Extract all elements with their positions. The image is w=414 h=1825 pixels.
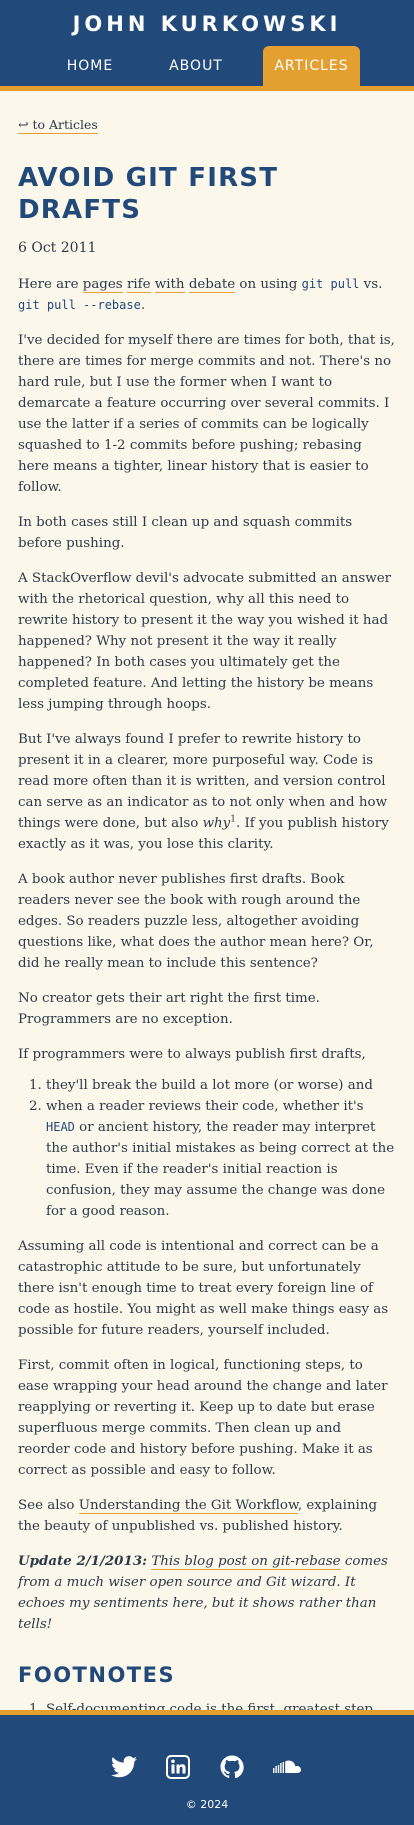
back-to-articles-link[interactable]: ↩ to Articles bbox=[18, 117, 98, 132]
first-drafts-list bbox=[18, 1075, 396, 1222]
nav-articles[interactable]: ARTICLES bbox=[263, 46, 360, 86]
article-content bbox=[0, 91, 414, 1783]
paragraph-6: A book author never publishes first drafts. Book readers never see the book with rough around the edges. So readers puzzle less, altogether avoiding questions like, what does the author mean here? Or, did he really mean to include this sentence? bbox=[18, 872, 374, 971]
article-date: 6 Oct 2011 bbox=[18, 240, 97, 256]
site-header bbox=[0, 0, 414, 91]
paragraph-11: See also Understanding the Git Workflow, explaining the beauty of unpublished vs. published history. bbox=[18, 1498, 378, 1534]
link-debate[interactable]: debate bbox=[188, 277, 236, 292]
code-git-pull: git pull bbox=[301, 277, 360, 291]
nav-about[interactable]: ABOUT bbox=[169, 58, 223, 74]
paragraph-1: Here are pages rife with debate on using git pull vs. git pull --rebase. bbox=[18, 277, 383, 313]
copyright-text: © 2024 bbox=[185, 1798, 229, 1811]
footnote-ref-1[interactable]: 1 bbox=[230, 814, 236, 825]
paragraph-10: First, commit often in logical, functioning steps, to ease wrapping your head around the change and later reapplying or reverting it. Keep up to date but erase superfluous merge commits. Then clean up and reorder code and history before pushing. Make it as correct as possible and easy to follow. bbox=[18, 1358, 388, 1478]
paragraph-3: In both cases still I clean up and squash commits before pushing. bbox=[18, 515, 353, 551]
linkedin-icon[interactable] bbox=[154, 1757, 202, 1776]
paragraph-9: Assuming all code is intentional and correct can be a catastrophic attitude to be sure, but unfortunately there isn't enough time to treat every foreign line of code as hostile. You might as well make things easy as possible for future readers, yourself included. bbox=[18, 1239, 389, 1338]
link-git-workflow[interactable]: Understanding the Git Workflow bbox=[78, 1498, 298, 1513]
paragraph-8: If programmers were to always publish first drafts, bbox=[18, 1047, 366, 1062]
paragraph-5: But I've always found I prefer to rewrite history to present it in a clearer, more purposeful way. Code is read more often than it is written, and version control can serve as an indicator as to not only when and how things were done, but also why$^1$. If you publish history exactly as it was, you lose this clarity. bbox=[18, 732, 389, 852]
social-icons bbox=[0, 1755, 414, 1781]
update-note: Update 2/1/2013: This blog post on git-rebase comes from a much wiser open source and Git wizard. It echoes my sentiments here, but it shows rather than tells! bbox=[18, 1553, 388, 1632]
twitter-icon[interactable] bbox=[99, 1757, 149, 1776]
link-with[interactable]: with bbox=[154, 277, 185, 292]
link-rife[interactable]: rife bbox=[126, 277, 151, 292]
list-item: 1. they'll break the build a lot more (or worse) and bbox=[46, 1075, 396, 1096]
list-item: 2. when a reader reviews their code, whether it's HEAD or ancient history, the reader may interpret the author's initial mistakes as being correct at the time. Even if the reader's initial reaction is confusion, they may assume the change was done for a good reason. bbox=[46, 1096, 396, 1222]
site-title[interactable]: JOHN KURKOWSKI bbox=[72, 12, 342, 36]
github-icon[interactable] bbox=[208, 1757, 256, 1776]
paragraph-7: No creator gets their art right the first time. Programmers are no exception. bbox=[18, 991, 320, 1027]
code-head: HEAD bbox=[46, 1120, 75, 1134]
link-pages[interactable]: pages bbox=[82, 277, 123, 292]
link-git-rebase-post[interactable]: This blog post on git-rebase bbox=[151, 1554, 341, 1569]
site-footer bbox=[0, 1710, 414, 1825]
main-nav bbox=[0, 46, 414, 86]
nav-home[interactable]: HOME bbox=[66, 58, 114, 74]
article-title: AVOID GIT FIRST DRAFTS bbox=[18, 163, 279, 225]
code-git-pull-rebase: git pull --rebase bbox=[18, 298, 141, 312]
soundcloud-icon[interactable] bbox=[261, 1757, 315, 1776]
footnotes-heading: FOOTNOTES bbox=[18, 1663, 176, 1687]
paragraph-4: A StackOverflow devil's advocate submitted an answer with the rhetorical question, why all this need to rewrite history to present it the way you wished it had happened? Why not present it the way it really happened? In both cases you ultimately get the completed feature. And letting the history be means less jumping through hoops. bbox=[18, 571, 392, 712]
paragraph-2: I've decided for myself there are times for both, that is, there are times for merge commits and not. There's no hard rule, but I use the former when I want to demarcate a feature occurring over several commits. I use the latter if a series of commits can be logically squashed to 1-2 commits before pushing; rebasing here means a tighter, linear history that is easier to follow. bbox=[18, 333, 395, 495]
